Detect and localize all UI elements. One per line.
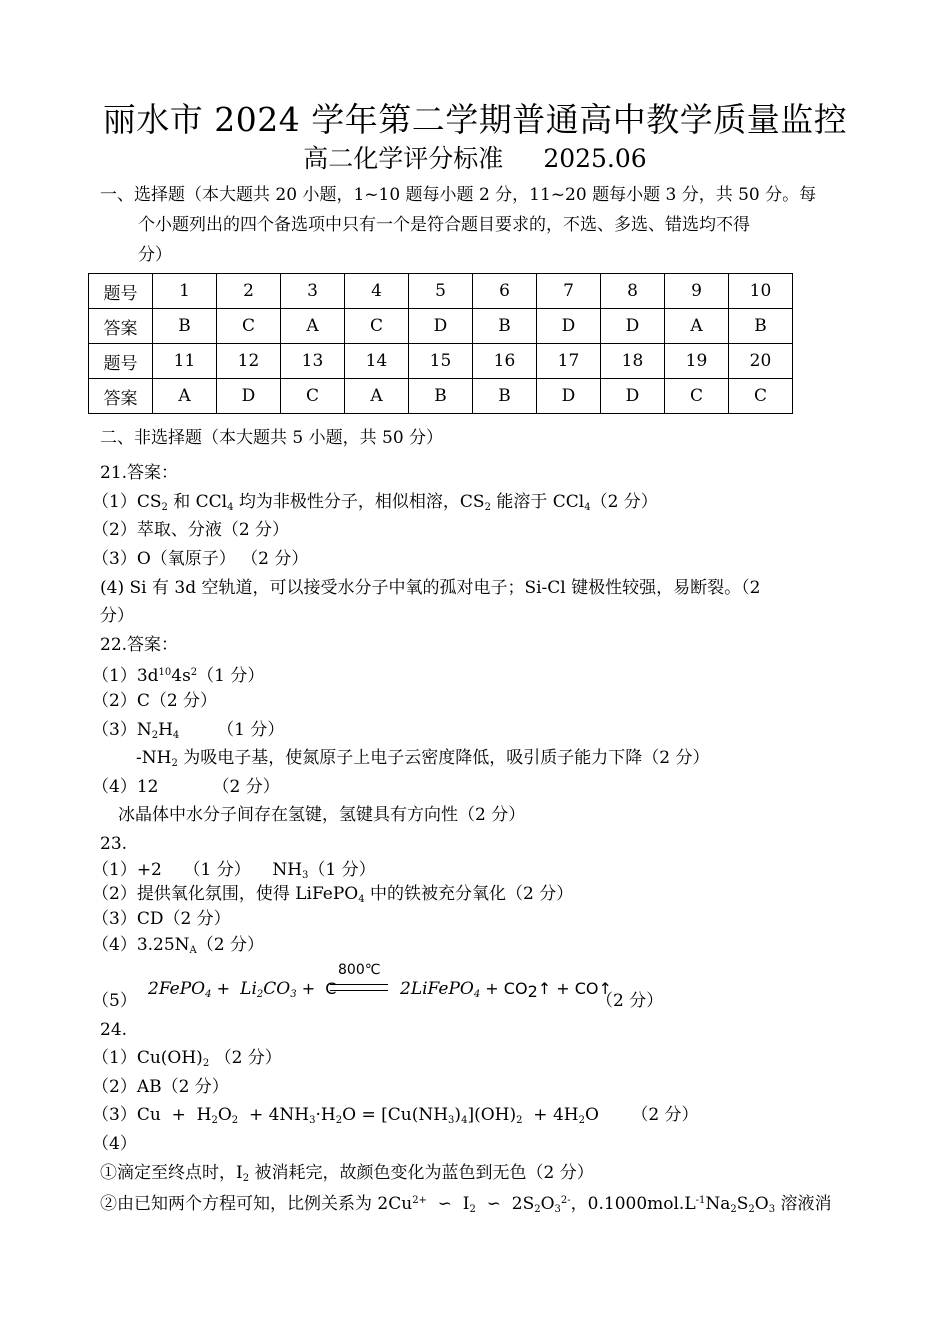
- section1-line3: 分）: [138, 245, 172, 265]
- page-subtitle: [0, 142, 950, 176]
- q21-part2: （2）萃取、分液（2 分）: [92, 520, 290, 540]
- table-cell: 10: [729, 274, 793, 309]
- table-cell: B: [729, 309, 793, 344]
- table-cell: B: [153, 309, 217, 344]
- table-cell: 6: [473, 274, 537, 309]
- table-cell: 答案: [89, 379, 153, 414]
- table-cell: B: [409, 379, 473, 414]
- q23-part1: （1）+2 （1 分） $NH_3(1$ 分）: [92, 860, 376, 881]
- table-cell: 20: [729, 344, 793, 379]
- table-cell: D: [217, 379, 281, 414]
- table-cell: 4: [345, 274, 409, 309]
- q24-heading: 24.: [100, 1020, 128, 1040]
- q22-part2: （2）C（2 分）: [92, 691, 218, 711]
- q21-part4: (4) Si 有 3d 空轨道，可以接受水分子中氧的孤对电子；Si-Cl 键极性较强，易断裂。（2: [100, 578, 761, 598]
- table-cell: 1: [153, 274, 217, 309]
- table-cell: 19: [665, 344, 729, 379]
- q22-part1: $(1)3d^{10}4s^2(1$ 分）: [92, 666, 265, 686]
- table-cell: C: [665, 379, 729, 414]
- table-row: [89, 309, 793, 344]
- q23-part5-label: （5）: [92, 991, 137, 1011]
- table-row: [89, 274, 793, 309]
- table-cell: 14: [345, 344, 409, 379]
- table-row: [89, 344, 793, 379]
- table-cell: 15: [409, 344, 473, 379]
- table-cell: D: [601, 309, 665, 344]
- table-cell: 7: [537, 274, 601, 309]
- subtitle-text: 高二化学评分标准: [303, 144, 504, 173]
- table-cell: 题号: [89, 274, 153, 309]
- table-cell: 13: [281, 344, 345, 379]
- reaction-arrow: [330, 984, 388, 991]
- table-cell: 17: [537, 344, 601, 379]
- q24-part4: （4）: [92, 1134, 137, 1154]
- reaction-condition: 800℃: [338, 962, 381, 978]
- table-cell: C: [217, 309, 281, 344]
- table-cell: B: [473, 309, 537, 344]
- table-cell: A: [665, 309, 729, 344]
- q21-part4-cont: 分）: [100, 606, 134, 626]
- section2-heading: 二、非选择题（本大题共 5 小题，共 50 分）: [100, 428, 444, 448]
- answer-table: [88, 273, 793, 414]
- q22-part3-reason: $-NH_2$ 为吸电子基，使氮原子上电子云密度降低，吸引质子能力下降（2 分）: [136, 748, 710, 769]
- q24-part4-item2: ②由已知两个方程可知，比例关系为 $2Cu^{2+}$ ∽ $I_2$ ∽ $2S_2O_3^{2-}$，$0.1000mol.L^{-1}Na_2S_2O_3$ 溶液消: [100, 1194, 832, 1215]
- table-cell: A: [345, 379, 409, 414]
- table-cell: 16: [473, 344, 537, 379]
- section1-line2: 个小题列出的四个备选项中只有一个是符合题目要求的，不选、多选、错选均不得: [138, 215, 750, 235]
- table-cell: 8: [601, 274, 665, 309]
- table-cell: 3: [281, 274, 345, 309]
- section1-instructions: [100, 180, 855, 270]
- table-cell: 答案: [89, 309, 153, 344]
- products: 2LiFePO$_4$ + $CO_2↑$ + CO↑: [400, 979, 612, 1001]
- q24-part1: $(1)Cu(OH)_2$ （2 分）: [92, 1048, 282, 1069]
- table-cell: A: [281, 309, 345, 344]
- q23-heading: 23.: [100, 834, 128, 854]
- table-cell: C: [281, 379, 345, 414]
- q24-part2: （2）AB（2 分）: [92, 1077, 229, 1097]
- table-cell: D: [409, 309, 473, 344]
- table-cell: D: [537, 309, 601, 344]
- table-cell: 9: [665, 274, 729, 309]
- table-cell: A: [153, 379, 217, 414]
- reactants: 2FePO$_4$ + $Li_2CO_3 + C$: [148, 979, 337, 1000]
- q23-part2: （2）提供氧化氛围，使得 LiFePO$_4$ 中的铁被充分氧化（2 分）: [92, 884, 574, 905]
- table-cell: C: [345, 309, 409, 344]
- table-cell: B: [473, 379, 537, 414]
- q22-part4: （4）12 （2 分）: [92, 777, 280, 797]
- table-cell: 题号: [89, 344, 153, 379]
- q22-part3: $(3)N_2H_4$ （1 分）: [92, 720, 285, 741]
- table-cell: D: [601, 379, 665, 414]
- q21-part3: （3）O（氧原子） （2 分）: [92, 549, 309, 569]
- section1-line1: 一、选择题（本大题共 20 小题，1~10 题每小题 2 分，11~20 题每小题 3 分，共 50 分。每: [100, 185, 817, 205]
- q24-part4-item1: ①滴定至终点时，$I_2$ 被消耗完，故颜色变化为蓝色到无色（2 分）: [100, 1163, 594, 1184]
- q23-part4: $(4)3.25N_A(2$ 分）: [92, 935, 265, 956]
- q24-part3: $(3)Cu + H_2O_2 + 4NH_3\cdot H_2O = [Cu(NH_3)_4](OH)_2 + 4H_2O$ （2 分）: [92, 1105, 699, 1126]
- table-cell: 5: [409, 274, 473, 309]
- table-cell: D: [537, 379, 601, 414]
- table-row: [89, 379, 793, 414]
- table-cell: C: [729, 379, 793, 414]
- q21-heading: 21.答案：: [100, 463, 179, 483]
- page-title: 丽水市 2024 学年第二学期普通高中教学质量监控: [102, 100, 848, 139]
- table-cell: 11: [153, 344, 217, 379]
- table-cell: 12: [217, 344, 281, 379]
- q23-part5-score: （2 分）: [596, 991, 664, 1011]
- table-cell: 2: [217, 274, 281, 309]
- q23-part3: （3）CD（2 分）: [92, 909, 231, 929]
- subtitle-date: 2025.06: [543, 144, 647, 173]
- table-cell: 18: [601, 344, 665, 379]
- q22-heading: 22.答案：: [100, 635, 179, 655]
- q21-part1: $(1)CS_2$ 和 CCl$_4$ 均为非极性分子，相似相溶，$CS_2$ 能溶于 CCl$_4$（2 分）: [92, 492, 658, 513]
- q22-part5: 冰晶体中水分子间存在氢键，氢键具有方向性（2 分）: [118, 805, 526, 825]
